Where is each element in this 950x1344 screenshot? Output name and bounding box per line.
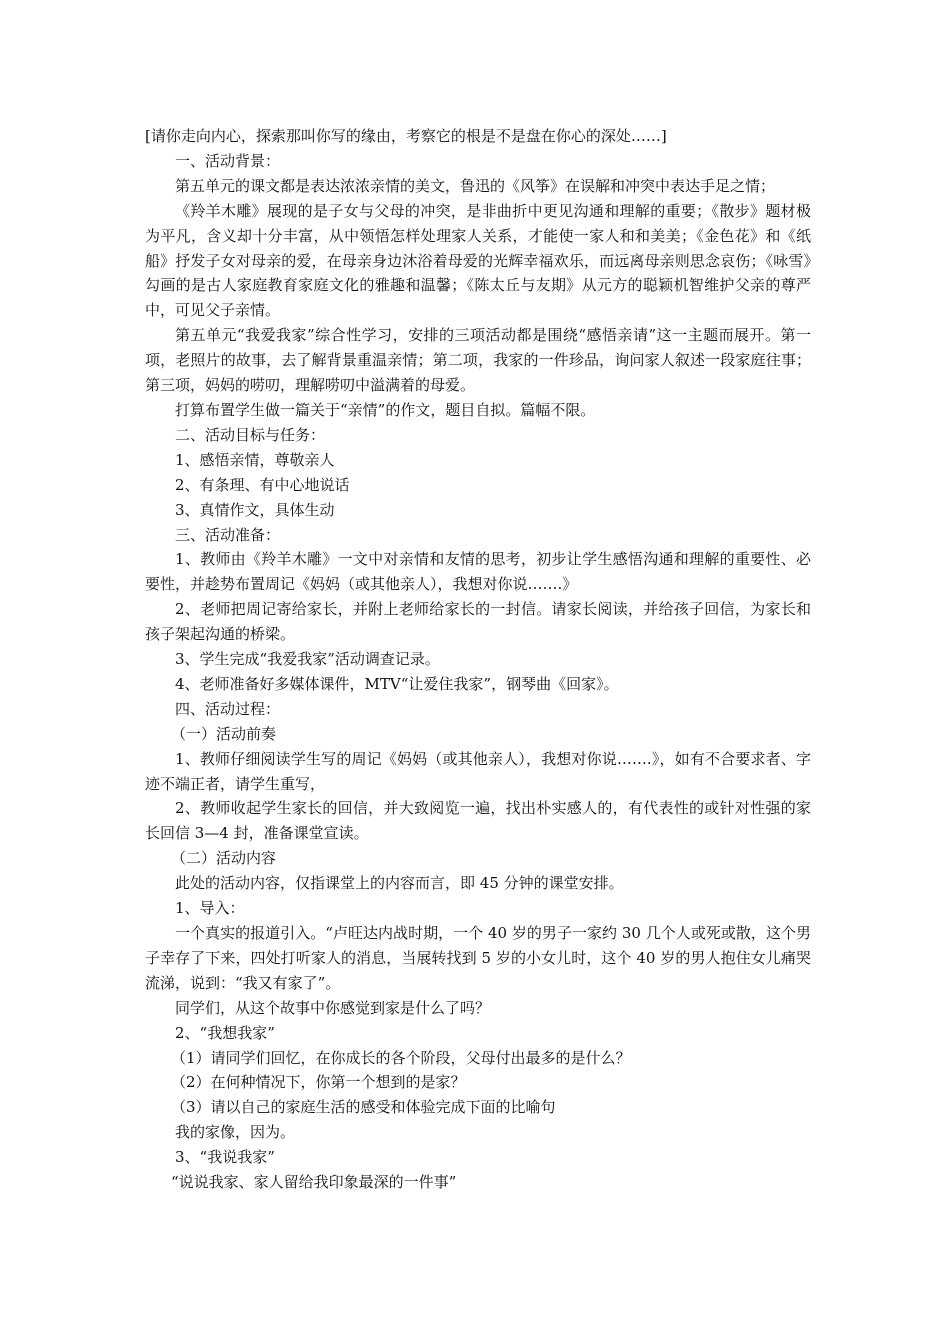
paragraph: 3、真情作文，具体生动 (175, 500, 335, 519)
paragraph: （二）活动内容 (171, 849, 277, 868)
paragraph: 1、导入： (175, 899, 245, 918)
paragraph: 2、有条理、有中心地说话 (175, 475, 350, 494)
paragraph: 我的家像，因为。 (175, 1123, 296, 1142)
paragraph: （2）在何种情况下，你第一个想到的是家？ (171, 1073, 466, 1092)
paragraph: 打算布置学生做一篇关于“亲情”的作文，题目自拟。篇幅不限。 (175, 400, 596, 419)
paragraph: 2、“我想我家” (175, 1023, 275, 1042)
paragraph: 一、活动背景： (175, 151, 281, 170)
paragraph: 3、学生完成“我爱我家”活动调查记录。 (175, 650, 440, 669)
paragraph: 1、教师仔细阅读学生写的周记《妈妈（或其他亲人），我想对你说…….》，如有不合要求者、字迹不端正者，请学生重写， (145, 749, 811, 793)
paragraph: 此处的活动内容，仅指课堂上的内容而言，即 45 分钟的课堂安排。 (175, 874, 624, 893)
paragraph: 同学们，从这个故事中你感觉到家是什么了吗？ (175, 998, 491, 1017)
paragraph: 1、教师由《羚羊木雕》一文中对亲情和友情的思考，初步让学生感悟沟通和理解的重要性、必要性，并趁势布置周记《妈妈（或其他亲人），我想对你说…….》 (145, 550, 811, 594)
document-body (145, 124, 811, 1195)
paragraph: 二、活动目标与任务： (175, 425, 326, 444)
paragraph: 三、活动准备： (175, 525, 281, 544)
paragraph: （1）请同学们回忆，在你成长的各个阶段，父母付出最多的是什么？ (171, 1048, 631, 1067)
paragraph: 2、教师收起学生家长的回信，并大致阅览一遍，找出朴实感人的，有代表性的或针对性强的家长回信 3—4 封，准备课堂宣读。 (145, 799, 811, 843)
paragraph: [请你走向内心，探索那叫你写的缘由，考察它的根是不是盘在你心的深处……] (145, 127, 667, 145)
paragraph: 1、感悟亲情，尊敬亲人 (175, 450, 335, 469)
paragraph: 第五单元的课文都是表达浓浓亲情的美文，鲁迅的《风筝》在误解和冲突中表达手足之情； (175, 176, 776, 195)
paragraph: 3、“我说我家” (175, 1148, 275, 1167)
paragraph: 2、老师把周记寄给家长，并附上老师给家长的一封信。请家长阅读，并给孩子回信，为家长和孩子架起沟通的桥梁。 (145, 600, 811, 644)
paragraph: 第五单元“我爱我家”综合性学习，安排的三项活动都是围绕“感悟亲请”这一主题而展开。第一项，老照片的故事，去了解背景重温亲情；第二项，我家的一件珍品，询问家人叙述一段家庭往事；第三项，妈妈的唠叨，理解唠叨中溢满着的母爱。 (145, 326, 811, 395)
paragraph: “说说我家、家人留给我印象最深的一件事” (171, 1173, 457, 1192)
paragraph: 一个真实的报道引入。“卢旺达内战时期，一个 40 岁的男子一家约 30 几个人或死或散，这个男子幸存了下来，四处打听家人的消息，当展转找到 5 岁的小女儿时，这个 40 岁的男人抱住女儿痛哭流涕，说到：“我又有家了”。 (145, 924, 811, 992)
paragraph: （3）请以自己的家庭生活的感受和体验完成下面的比喻句 (171, 1098, 556, 1117)
paragraph: （一）活动前奏 (171, 724, 277, 743)
paragraph: 四、活动过程： (175, 699, 281, 718)
paragraph: 《羚羊木雕》展现的是子女与父母的冲突，是非曲折中更见沟通和理解的重要；《散步》题材极为平凡，含义却十分丰富，从中领悟怎样处理家人关系，才能使一家人和和美美；《金色花》和《纸船》抒发子女对母亲的爱，在母亲身边沐浴着母爱的光辉幸福欢乐，而远离母亲则思念哀伤；《咏雪》勾画的是古人家庭教育家庭文化的雅趣和温馨；《陈太丘与友期》从元方的聪颖机智维护父亲的尊严中，可见父子亲情。 (145, 201, 811, 320)
paragraph: 4、老师准备好多媒体课件，MTV“让爱住我家”，钢琴曲《回家》。 (175, 674, 619, 693)
